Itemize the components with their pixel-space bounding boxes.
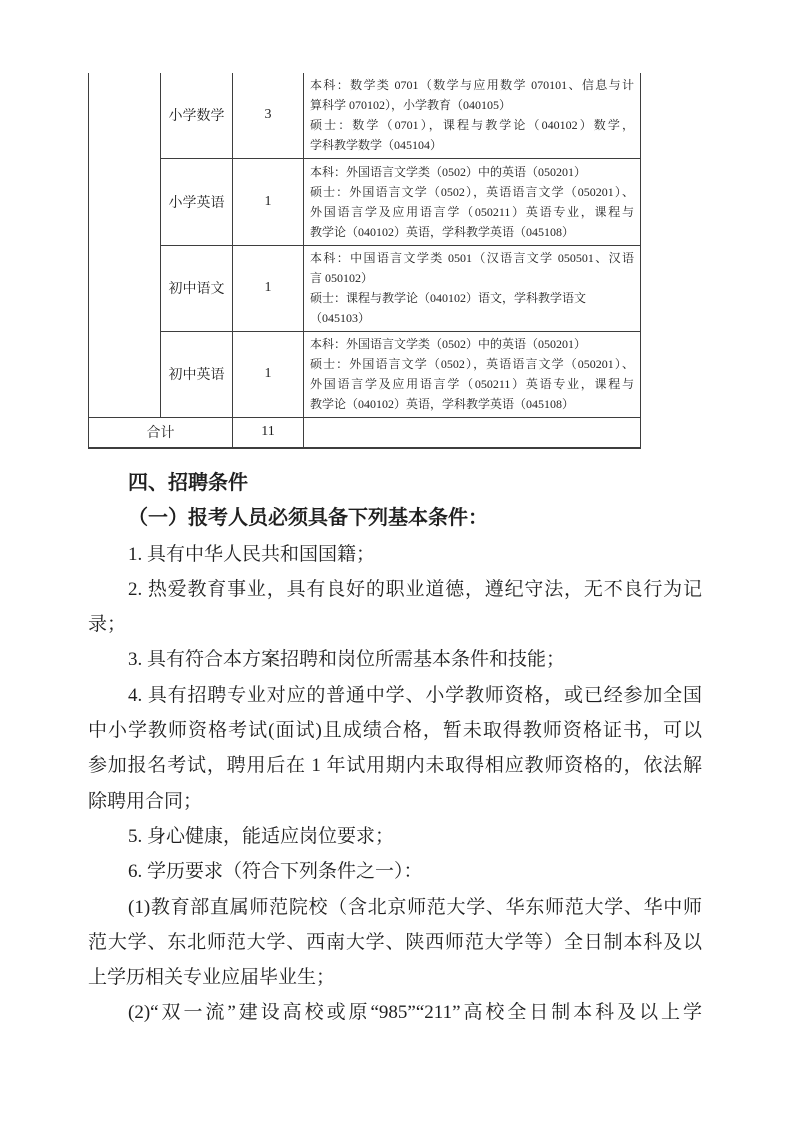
text-line: 本科：外国语言文学类（0502）中的英语（050201） xyxy=(310,164,587,179)
paragraph-item-2 xyxy=(88,572,702,643)
text-line: (1)教育部直属师范院校（含北京师范大学、华东师范大学、华中师 xyxy=(128,896,702,918)
text-line: 本科：中国语言文学类 0501（汉语言文学 050501、汉语 xyxy=(310,251,634,265)
text-line: 2. 热爱教育事业，具有良好的职业道德，遵纪守法，无不良行为记 xyxy=(128,578,702,600)
text-line: 上学历相关专业应届毕业生； xyxy=(88,967,336,989)
category-cell xyxy=(89,73,161,417)
text-line: 硕士：课程与教学论（040102）语文，学科教学语文 xyxy=(310,291,587,305)
subsection-heading: （一）报考人员必须具备下列基本条件： xyxy=(128,507,488,530)
text-line: 外国语言学及应用语言学（050211）英语专业，课程与 xyxy=(310,204,634,219)
requirements-cell xyxy=(304,158,641,245)
subject-cell: 小学数学 xyxy=(161,73,233,158)
paragraph-subitem-1 xyxy=(88,890,702,996)
text-line: 范大学、东北师范大学、西南大学、陕西师范大学等）全日制本科及以 xyxy=(88,931,702,953)
section-heading: 四、招聘条件 xyxy=(128,472,248,494)
paragraph-item-3 xyxy=(88,642,702,677)
text-line: (2)“双一流”建设高校或原“985”“211”高校全日制本科及以上学 xyxy=(128,1002,702,1024)
text-line: 教学论（040102）英语，学科教学英语（045108） xyxy=(310,224,575,239)
paragraph-item-5 xyxy=(88,819,702,854)
text-line: 1. 具有中华人民共和国国籍； xyxy=(128,543,376,565)
text-line: 6. 学历要求（符合下列条件之一）： xyxy=(128,861,423,883)
body-text xyxy=(88,466,702,1031)
text-line: 录； xyxy=(88,614,127,636)
count-cell: 3 xyxy=(233,73,304,158)
text-line: （045103） xyxy=(310,311,371,325)
paragraph-item-4 xyxy=(88,678,702,819)
count-cell: 1 xyxy=(233,158,304,245)
text-line: 5. 身心健康，能适应岗位要求； xyxy=(128,825,395,847)
text-line: 教学论（040102）英语，学科教学英语（045108） xyxy=(310,397,575,411)
requirements-cell xyxy=(304,245,641,331)
subject-cell: 初中语文 xyxy=(161,245,233,331)
text-line: 言 050102） xyxy=(310,271,374,285)
paragraph-subitem-2 xyxy=(88,995,702,1030)
text-line: 3. 具有符合本方案招聘和岗位所需基本条件和技能； xyxy=(128,649,566,671)
text-line: 硕士：外国语言文学（0502），英语语言文学（050201）、 xyxy=(310,357,634,371)
subject-cell: 小学英语 xyxy=(161,158,233,245)
text-line: 硕士：外国语言文学（0502），英语语言文学（050201）、 xyxy=(310,184,634,199)
text-line: 学科教学数学（045104） xyxy=(310,138,443,153)
text-line: 硕士：数学（0701），课程与教学论（040102）数学， xyxy=(310,118,634,133)
count-cell: 1 xyxy=(233,331,304,417)
text-line: 本科：外国语言文学类（0502）中的英语（050201） xyxy=(310,337,587,351)
requirements-cell xyxy=(304,73,641,158)
paragraph-item-6 xyxy=(88,854,702,889)
text-line: 4. 具有招聘专业对应的普通中学、小学教师资格，或已经参加全国 xyxy=(128,684,702,706)
text-line: 中小学教师资格考试(面试)且成绩合格，暂未取得教师资格证书，可以 xyxy=(88,720,702,742)
subject-cell: 初中英语 xyxy=(161,331,233,417)
count-cell: 1 xyxy=(233,245,304,331)
requirements-cell xyxy=(304,331,641,417)
text-line: 除聘用合同； xyxy=(88,790,203,812)
text-line: 本科：数学类 0701（数学与应用数学 070101、信息与计 xyxy=(310,78,634,93)
total-label-cell: 合计 xyxy=(89,417,233,448)
total-count-cell: 11 xyxy=(233,417,304,448)
recruitment-positions-table xyxy=(88,73,641,449)
table-row xyxy=(89,245,641,331)
paragraph-item-1 xyxy=(88,537,702,572)
empty-cell xyxy=(304,417,641,448)
table-row xyxy=(89,158,641,245)
table-row xyxy=(89,73,641,158)
table-total-row xyxy=(89,417,641,448)
text-line: 外国语言学及应用语言学（050211）英语专业，课程与 xyxy=(310,377,634,391)
text-line: 算科学 070102），小学教育（040105） xyxy=(310,98,512,113)
table-row xyxy=(89,331,641,417)
text-line: 参加报名考试，聘用后在 1 年试用期内未取得相应教师资格的，依法解 xyxy=(88,755,702,777)
